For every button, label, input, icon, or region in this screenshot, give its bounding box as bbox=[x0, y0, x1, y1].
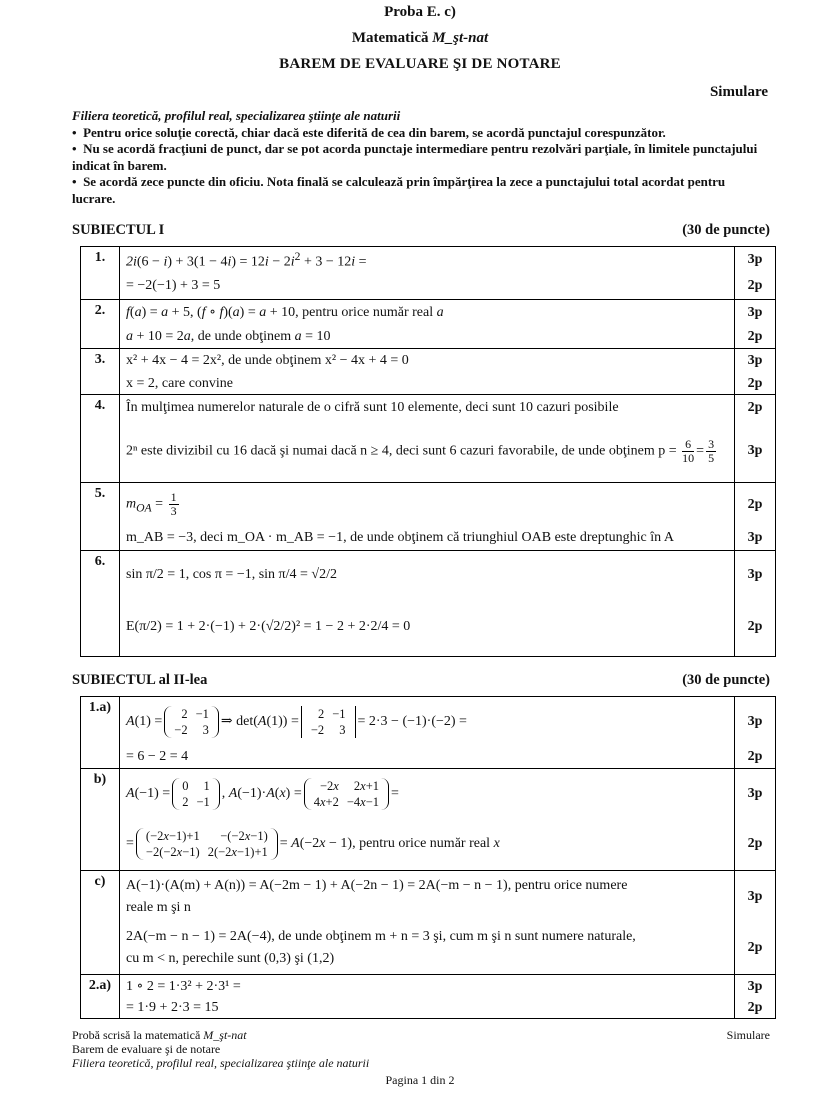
subject-title: Matematică M_şt-nat bbox=[351, 30, 489, 46]
s2-row-1a-1: 1.a) A(1) = 2 −1 −2 3 ⇒ det(A(1)) = 2 −1 −2 3 = 2·3 − (−1)·(−2) = 3p bbox=[81, 697, 776, 747]
section-2-header: SUBIECTUL al II-lea (30 de puncte) bbox=[72, 672, 770, 688]
footer-simulare: Simulare bbox=[726, 1028, 770, 1042]
s2-row-1b-2: = (−2x−1)+1 −(−2x−1) −2(−2x−1) 2(−2x−1)+1 = A(−2x − 1), pentru orice număr real x 2p bbox=[81, 819, 776, 871]
intro-block bbox=[72, 108, 770, 207]
filiera: Filiera teoretică, profilul real, specializarea ştiinţe ale naturii bbox=[72, 108, 401, 123]
s2-row-1b-1: b) A(−1) = 0 1 2 −1 , A(−1)·A(x) = −2x 2x+1 4x+2 −4x−1 = 3p bbox=[81, 769, 776, 819]
s1-row-3b: x = 2, care convine 2p bbox=[81, 374, 776, 395]
section-1-table bbox=[80, 246, 776, 657]
page-number: Pagina 1 din 2 bbox=[385, 1073, 455, 1087]
simulare-label: Simulare bbox=[709, 84, 768, 100]
s1-row-4b: 2ⁿ este divizibil cu 16 dacă şi numai dacă n ≥ 4, deci sunt 6 cazuri favorabile, de unde obţinem p = $\frac{6}{10}$ = $\frac{3}{5}$ 3p bbox=[81, 421, 776, 483]
s2-row-1c-2: 2A(−m − n − 1) = 2A(−4), de unde obţinem m + n = 3 şi, cum m şi n sunt numere naturale, cu m < n, perechile sunt (0,3) şi (1,2) 2p bbox=[81, 923, 776, 975]
s1-row-2a: 2. f(a) = a + 5, (f ∘ f)(a) = a + 10, pentru orice număr real a 3p bbox=[81, 300, 776, 326]
exam-title: Proba E. c) bbox=[384, 4, 456, 20]
s1-row-2b: a + 10 = 2a, de unde obţinem a = 10 2p bbox=[81, 326, 776, 349]
s1-row-6b: E(π/2) = 1 + 2·(−1) + 2·(√2/2)² = 1 − 2 + 2·2/4 = 0 2p bbox=[81, 599, 776, 657]
s2-row-1c-1: c) A(−1)·(A(m) + A(n)) = A(−2m − 1) + A(−2n − 1) = 2A(−m − n − 1), pentru orice numere reale m şi n 3p bbox=[81, 871, 776, 923]
barem-title: BAREM DE EVALUARE ŞI DE NOTARE bbox=[279, 56, 561, 72]
s1-row-1a: 1. $2i(6 - i) + 3(1 - 4i) = 12i - 2i^2 + 3 - 12i$ = 3p bbox=[81, 247, 776, 274]
s1-row-4a: 4. În mulţimea numerelor naturale de o cifră sunt 10 elemente, deci sunt 10 cazuri posibile 2p bbox=[81, 395, 776, 421]
s1-row-3a: 3. x² + 4x − 4 = 2x², de unde obţinem x² − 4x + 4 = 0 3p bbox=[81, 349, 776, 374]
bullet-2: • Nu se acordă fracţiuni de punct, dar se pot acorda punctaje intermediare pentru rezolvări parţiale, în limitele punctajului indicat în barem. bbox=[72, 141, 758, 173]
s2-row-1a-2: = 6 − 2 = 4 2p bbox=[81, 747, 776, 769]
s2-row-2a-1: 2.a) 1 ∘ 2 = 1·3² + 2·3¹ = 3p bbox=[81, 975, 776, 999]
section-1-header: SUBIECTUL I (30 de puncte) bbox=[72, 222, 770, 238]
section-2-table bbox=[80, 696, 776, 1019]
s1-row-5a: 5. $m_{OA}$ = $\frac{1}{3}$ 2p bbox=[81, 483, 776, 527]
bullet-3: • Se acordă zece puncte din oficiu. Nota finală se calculează prin împărţirea la zece a punctajului total acordat pentru lucrare. bbox=[72, 174, 726, 206]
s1-row-5b: m_AB = −3, deci m_OA · m_AB = −1, de unde obţinem că triunghiul OAB este dreptunghic în A 3p bbox=[81, 527, 776, 551]
s2-row-2a-2: = 1·9 + 2·3 = 15 2p bbox=[81, 999, 776, 1019]
footer: Probă scrisă la matematică M_şt-nat Barem de evaluare şi de notare Filiera teoretică, profilul real, specializarea ştiinţe ale naturii Simulare bbox=[72, 1028, 770, 1070]
bullet-1: • Pentru orice soluţie corectă, chiar dacă este diferită de cea din barem, se acordă punctajul corespunzător. bbox=[72, 124, 666, 140]
s1-row-6a: 6. sin π/2 = 1, cos π = −1, sin π/4 = √2/2 3p bbox=[81, 551, 776, 599]
s1-row-1b: = −2(−1) + 3 = 5 2p bbox=[81, 274, 776, 300]
